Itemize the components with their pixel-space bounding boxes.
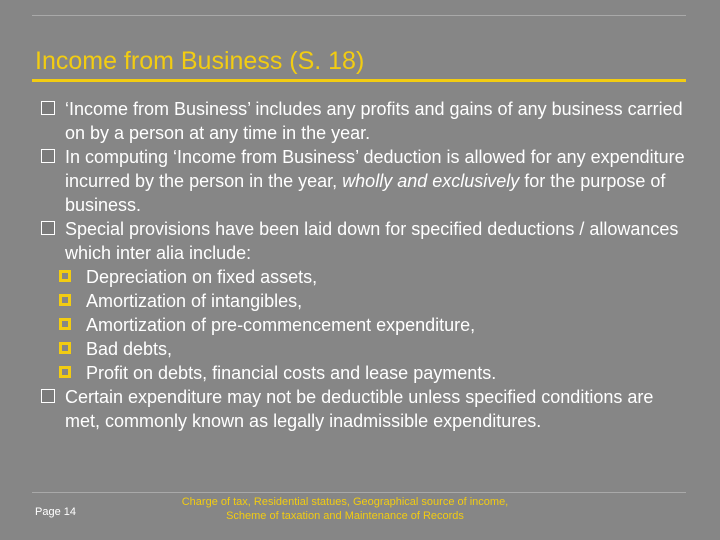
square-bullet-icon [41,101,55,115]
bullet-item [41,97,691,145]
checkbox-bullet-icon [59,318,71,330]
sub-item-label: Profit on debts, financial costs and lease payments. [86,363,497,383]
checkbox-bullet-icon [59,270,71,282]
sub-list [41,265,691,385]
sub-item [59,289,691,313]
title-underline [32,79,686,82]
sub-item [59,361,691,385]
sub-item-label: Amortization of pre-commencement expenditure, [86,315,476,335]
page-number: Page 14 [35,506,76,518]
sub-item [59,337,691,361]
bullet-text: ’ includes any profits and gains of any business carried on by a person at any time in the year. [65,99,683,143]
sub-item-label: Amortization of intangibles, [86,291,303,311]
slide-title: Income from Business (S. 18) [35,47,365,75]
bullet-text: In computing ‘Income from Business’ deduction is allowed for any expenditure incurred by the person in the year, [65,147,685,191]
sub-item-label: Depreciation on fixed assets, [86,267,318,287]
bullet-item [41,385,691,433]
bullet-item [41,145,691,217]
square-bullet-icon [41,389,55,403]
checkbox-bullet-icon [59,342,71,354]
sub-item [59,265,691,289]
sub-item-label: Bad debts, [86,339,173,359]
checkbox-bullet-icon [59,294,71,306]
checkbox-bullet-icon [59,366,71,378]
square-bullet-icon [41,149,55,163]
top-divider [32,15,686,16]
bullet-item [41,217,691,265]
square-bullet-icon [41,221,55,235]
bullet-lead: ‘Income from Business [65,99,248,119]
sub-item [59,313,691,337]
bullet-emphasis: wholly and exclusively [342,171,520,191]
footer-caption: Charge of tax, Residential statues, Geographical source of income, Scheme of taxation and Maintenance of Records [181,496,509,522]
slide-content [41,97,691,433]
bullet-text: for the purpose of business. [65,171,666,215]
bullet-text: Certain expenditure may not be deductible unless specified conditions are met, commonly known as legally inadmissible expenditures. [65,387,654,431]
bullet-text: Special provisions have been laid down for specified deductions / allowances which inter alia include: [65,219,679,263]
footer-divider [32,492,686,493]
